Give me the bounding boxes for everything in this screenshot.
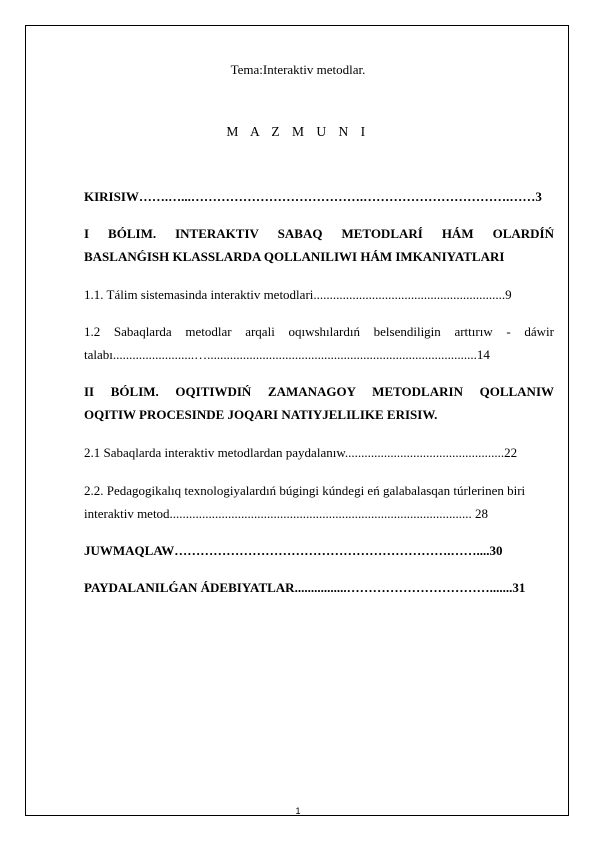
toc-entry-part2-line1: II BÓLIM. OQITIWDIŃ ZAMANAGOY METODLARIN QOLLANIW xyxy=(84,384,554,399)
toc-entry-2-2-line2: interaktiv metod............................................................................................. 28 xyxy=(84,506,489,521)
toc-entry-references: PAYDALANILǴAN ÁDEBIYATLAR................…………………………….......31 xyxy=(84,580,526,595)
toc-entry-1-1: 1.1. Tálim sistemasinda interaktiv metodlari...........................................................9 xyxy=(84,287,512,302)
document-topic: Tema:Interaktiv metodlar. xyxy=(230,62,366,77)
toc-entry-intro: KIRISIW…….…...………………………………….…………………………….……3 xyxy=(84,189,542,204)
toc-entry-1-2-line1: 1.2 Sabaqlarda metodlar arqali oqıwshılardıń belsendiligin arttırıw - dáwir xyxy=(84,324,554,339)
toc-entry-1-2-line2: talabı.........................…...................................................................................14 xyxy=(84,347,490,362)
toc-heading: M A Z M U N I xyxy=(226,124,370,139)
toc-entry-part1-line1: I BÓLIM. INTERAKTIV SABAQ METODLARÍ HÁM OLARDÍŃ xyxy=(84,226,554,241)
toc-entry-part2-line2: OQITIW PROCESINDE JOQARI NATIYJELILIKE ERISIW. xyxy=(84,407,438,422)
toc-entry-conclusion: JUWMAQLAW……………………………………………………….……....30 xyxy=(84,543,503,558)
page-number: 1 xyxy=(295,806,301,816)
toc-entry-2-2-line1: 2.2. Pedagogikalıq texnologiyalardıń búgingi kúndegi eń galabalasqan túrlerinen biri xyxy=(84,483,526,498)
toc-entry-part1-line2: BASLANǴISH KLASSLARDA QOLLANILIWI HÁM IMKANIYATLARI xyxy=(84,249,505,264)
toc-entry-2-1: 2.1 Sabaqlarda interaktiv metodlardan paydalanıw.................................................22 xyxy=(84,445,518,460)
